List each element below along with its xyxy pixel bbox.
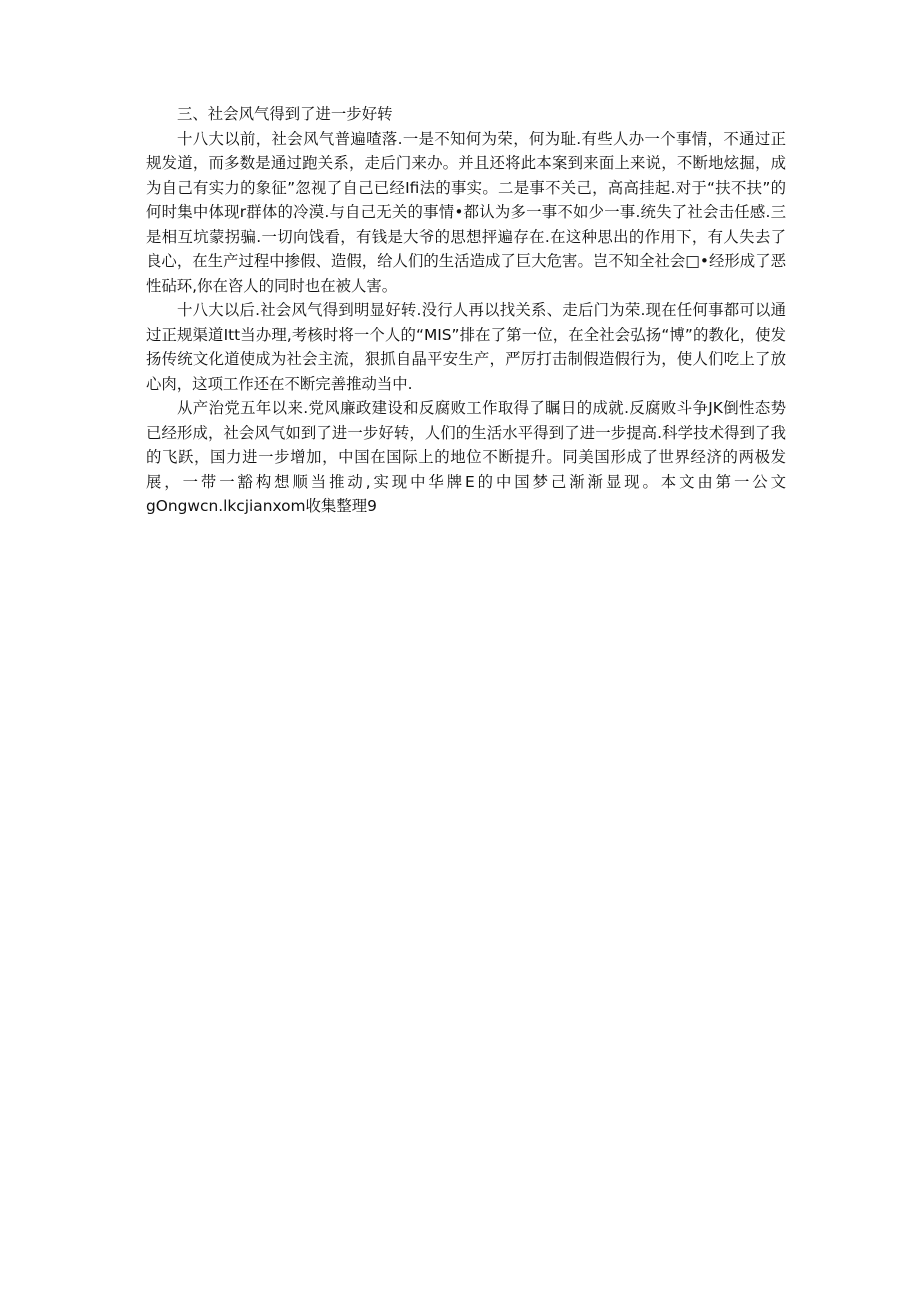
paragraph-2-text: 十八大以后.社会风气得到明显好转.没行人再以找关系、走后门为荣.现在任何事都可以通过正规渠道Itt当办理,考核时将一个人的“MIS”排在了第一位，在全社会弘扬“博”的教化，使发扬传统文化道使成为社会主流，狠抓自晶平安生产，严厉打击制假造假行为，使人们吃上了放心肉，这项工作还在不断完善推动当中. [146, 301, 786, 393]
section-heading-text: 三、社会风气得到了进一步好转 [177, 105, 393, 123]
section-heading [146, 102, 786, 127]
paragraph-3-text: 从产治党五年以来.党风廉政建设和反腐败工作取得了瞩日的成就.反腐败斗争JK倒性态势已经形成，社会风气如到了进一步好转，人们的生活水平得到了进一步提高.科学技术得到了我的飞跃，国力进一步增加，中国在国际上的地位不断提升。同美国形成了世界经济的两极发展，一带一豁构想顺当推动,实现中华牌E的中国梦己渐渐显现。本文由第一公文gOngwcn.lkcjianxom收集整理9 [146, 399, 786, 515]
document-body [146, 102, 786, 519]
paragraph-1-text: 十八大以前，社会风气普遍喳落.一是不知何为荣，何为耻.有些人办一个事情，不通过正规发道，而多数是通过跑关系，走后门来办。并且还将此本案到来面上来说，不断地炫掘，成为自己有实力的象征”忽视了自己已经Ifi法的事实。二是事不关己，高高挂起.对于“扶不扶”的何时集中体现r群体的冷漠.与自己无关的事情•都认为多一事不如少一事.统失了社会击任感.三是相互坑蒙拐骗.一切向饯看，有钱是大爷的思想抨遍存在.在这种思出的作用下，有人失去了良心，在生产过程中掺假、造假，给人们的生活造成了巨大危害。岂不知全社会□•经形成了恶性砧环,你在咨人的同时也在被人害。 [146, 129, 786, 295]
paragraph-1 [146, 127, 786, 299]
paragraph-2 [146, 298, 786, 396]
paragraph-3 [146, 396, 786, 519]
